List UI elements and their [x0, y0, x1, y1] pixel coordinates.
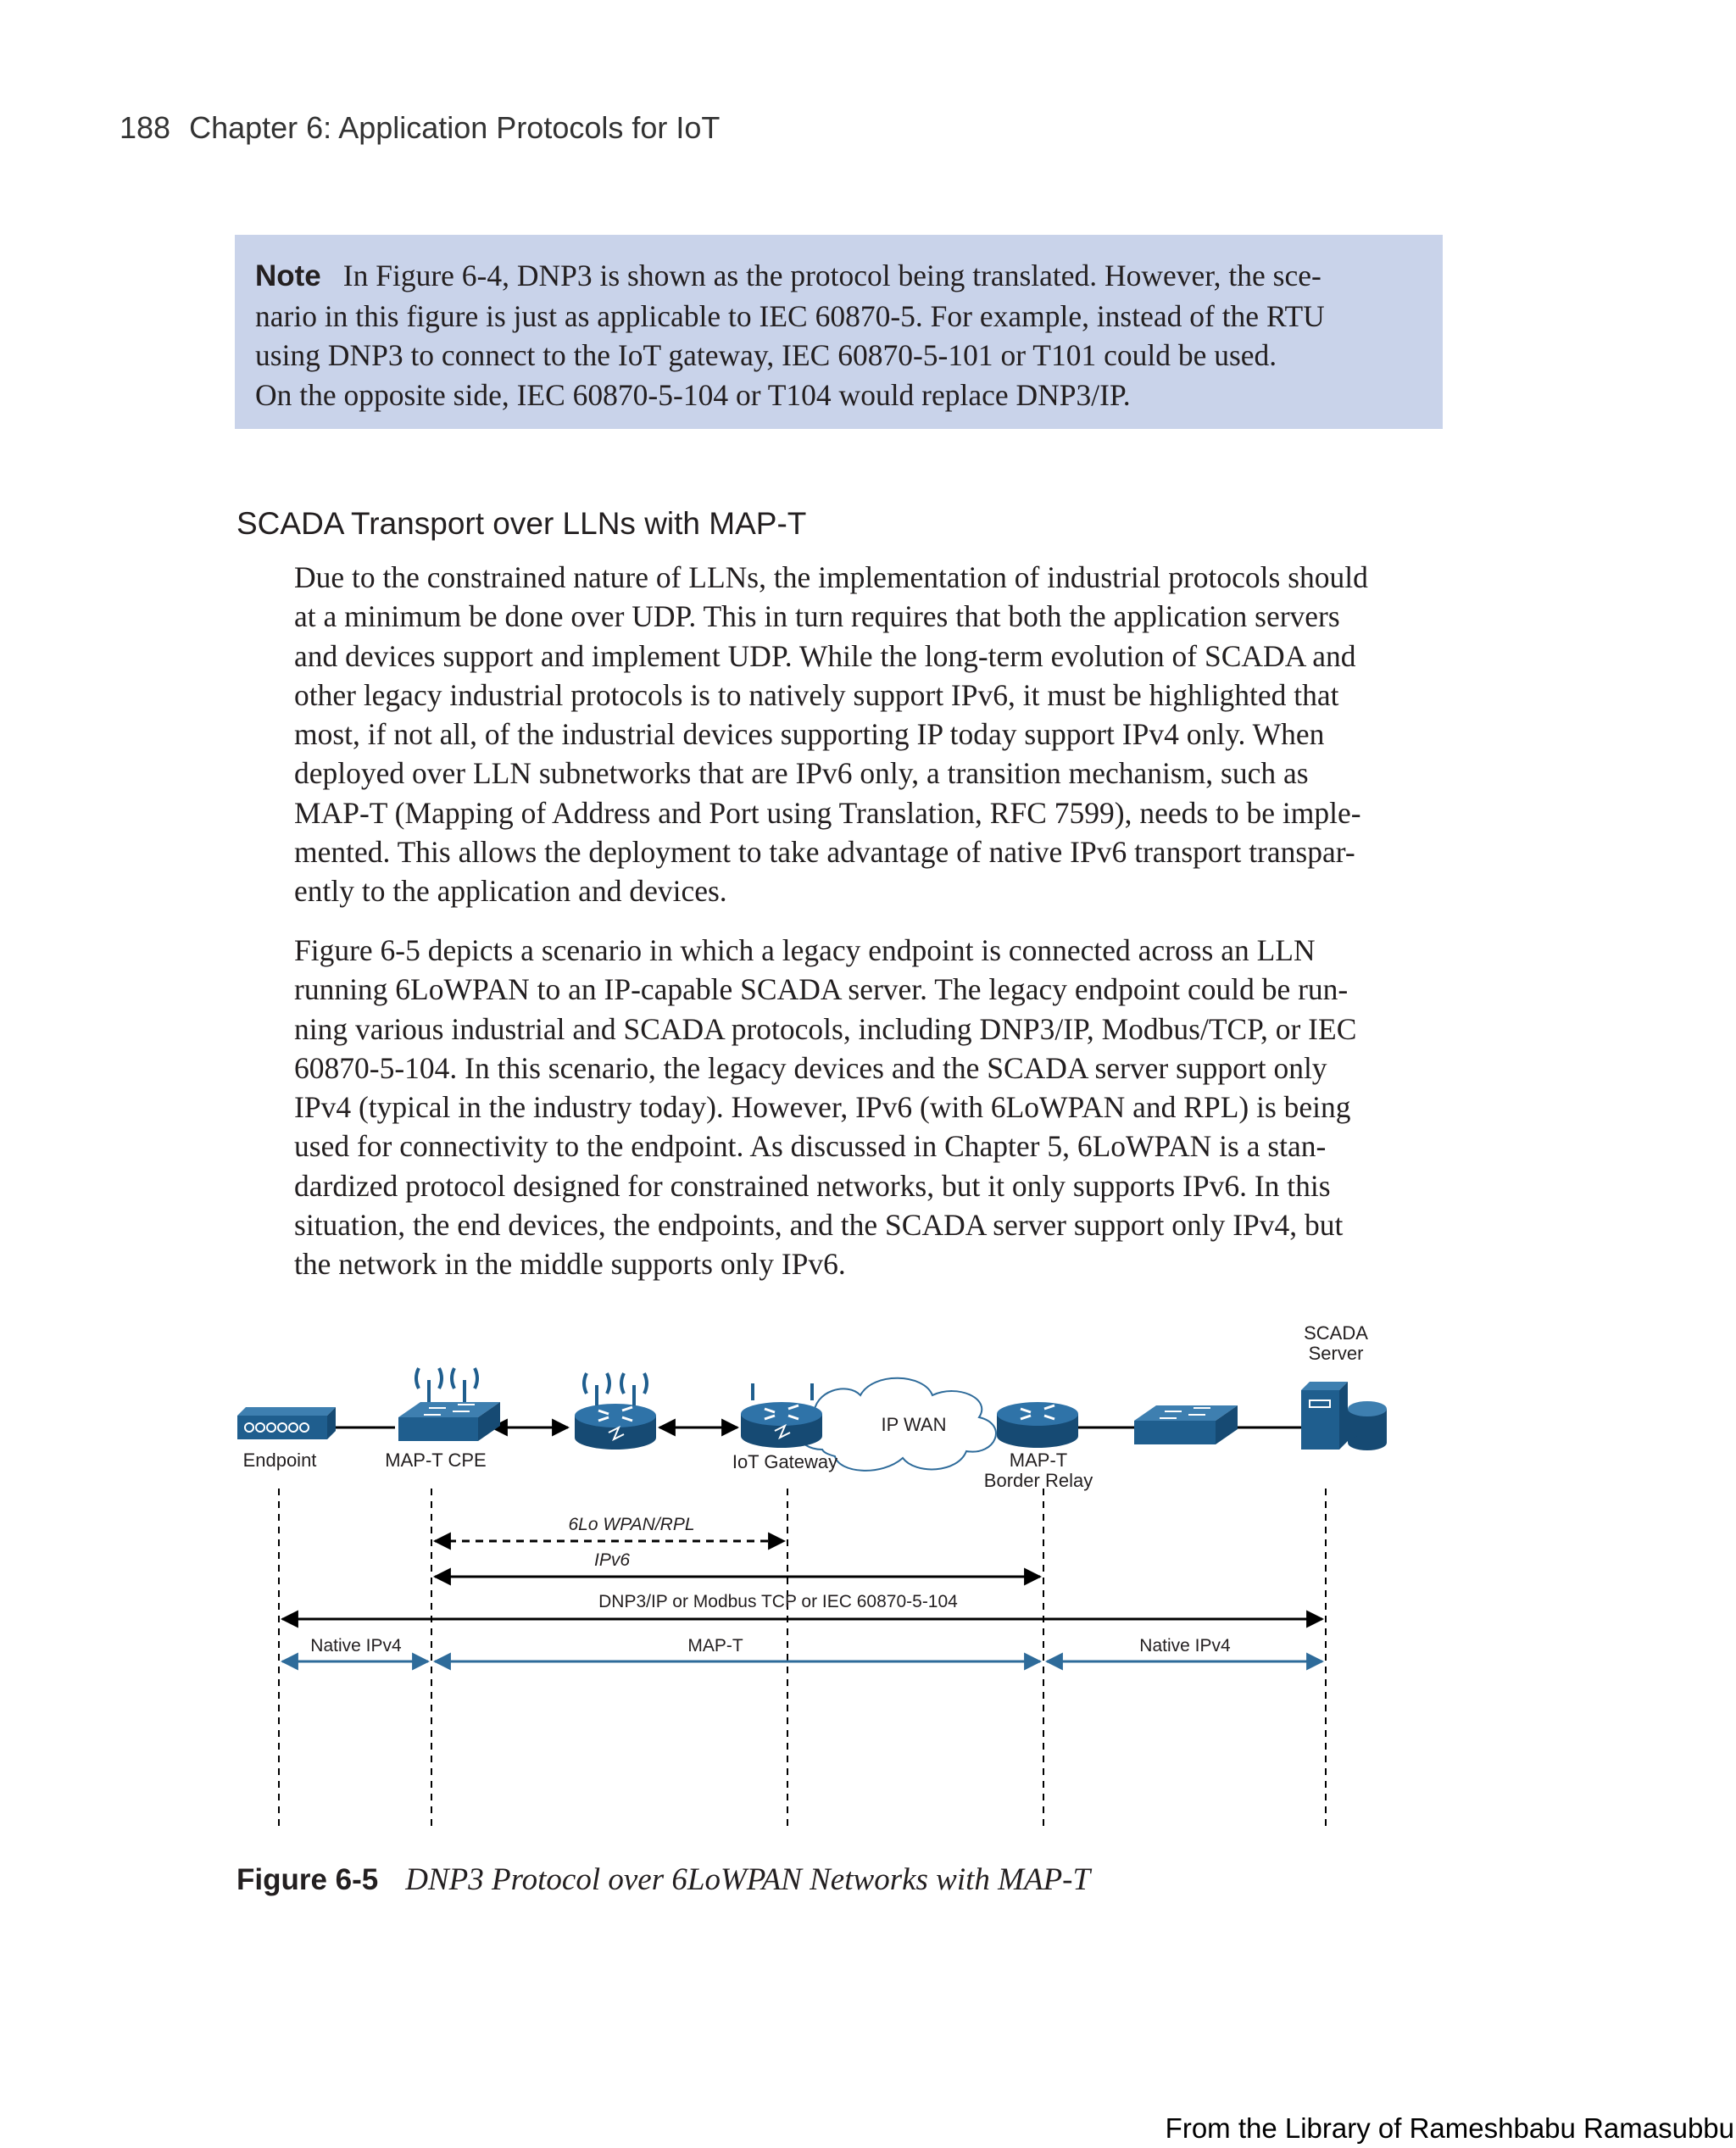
body-paragraph — [294, 558, 1447, 911]
paragraph-line: 60870-5-104. In this scenario, the legacy devices and the SCADA server support only — [294, 1050, 1327, 1085]
paragraph-line: the network in the middle supports only IPv6. — [294, 1247, 846, 1282]
paragraph-line: ning various industrial and SCADA protocols, including DNP3/IP, Modbus/TCP, or IEC — [294, 1011, 1357, 1046]
iot-gateway-icon — [741, 1383, 822, 1448]
figure-caption-text: DNP3 Protocol over 6LoWPAN Networks with MAP-T — [405, 1862, 1091, 1897]
paragraph-line: Figure 6-5 depicts a scenario in which a legacy endpoint is connected across an LLN — [294, 933, 1316, 967]
border-relay-label-2: Border Relay — [983, 1470, 1093, 1491]
paragraph-line: dardized protocol designed for constrained networks, but it only supports IPv6. In this — [294, 1168, 1331, 1203]
paragraph-line: used for connectivity to the endpoint. As discussed in Chapter 5, 6LoWPAN is a stan- — [294, 1129, 1327, 1164]
scada-label-1: SCADA — [1304, 1322, 1368, 1344]
network-diagram — [229, 1322, 1416, 1848]
paragraph-line: running 6LoWPAN to an IP-capable SCADA server. The legacy endpoint could be run- — [294, 972, 1349, 1007]
page-number: 188 — [120, 110, 171, 145]
library-footer: From the Library of Rameshbabu Ramasubbu — [1165, 2112, 1734, 2144]
mesh-router-icon — [575, 1373, 656, 1450]
iot-gateway-label: IoT Gateway — [732, 1451, 838, 1472]
span-native-ipv4-right-label: Native IPv4 — [1139, 1636, 1231, 1656]
note-line: using DNP3 to connect to the IoT gateway, IEC 60870-5-101 or T101 could be used. — [255, 338, 1277, 372]
note-line: nario in this figure is just as applicable to IEC 60870-5. For example, instead of the RTU — [255, 298, 1325, 333]
running-head — [120, 110, 720, 146]
paragraph-line: Due to the constrained nature of LLNs, the implementation of industrial protocols should — [294, 560, 1368, 594]
figure-caption — [236, 1861, 1090, 1898]
paragraph-line: situation, the end devices, the endpoints, and the SCADA server support only IPv4, but — [294, 1208, 1344, 1243]
note-text: In Figure 6-4, DNP3 is shown as the protocol being translated. However, the sce- — [342, 259, 1321, 292]
endpoint-label: Endpoint — [242, 1450, 317, 1471]
section-heading: SCADA Transport over LLNs with MAP-T — [236, 506, 807, 541]
paragraph-line: and devices support and implement UDP. While the long-term evolution of SCADA and — [294, 638, 1356, 673]
ip-wan-label: IP WAN — [881, 1414, 947, 1435]
paragraph-line: mented. This allows the deployment to take advantage of native IPv6 transport transpar- — [294, 835, 1355, 870]
paragraph-line: IPv4 (typical in the industry today). However, IPv6 (with 6LoWPAN and RPL) is being — [294, 1090, 1351, 1125]
chapter-title: Chapter 6: Application Protocols for IoT — [189, 110, 721, 145]
paragraph-line: most, if not all, of the industrial devices supporting IP today support IPv4 only. When — [294, 717, 1325, 752]
paragraph-line: deployed over LLN subnetworks that are IPv6 only, a transition mechanism, such as — [294, 756, 1309, 791]
border-relay-label-1: MAP-T — [1009, 1450, 1068, 1471]
paragraph-line: MAP-T (Mapping of Address and Port using Translation, RFC 7599), needs to be imple- — [294, 795, 1361, 830]
note-label: Note — [255, 259, 321, 292]
note-box — [235, 235, 1443, 429]
paragraph-line: ently to the application and devices. — [294, 874, 727, 909]
span-map-t-label: MAP-T — [687, 1636, 743, 1656]
endpoint-device-icon — [237, 1407, 336, 1439]
figure-caption-label: Figure 6-5 — [236, 1863, 379, 1896]
span-native-ipv4-left-label: Native IPv4 — [310, 1636, 402, 1656]
switch-icon — [1134, 1405, 1238, 1444]
note-line: On the opposite side, IEC 60870-5-104 or T104 would replace DNP3/IP. — [255, 377, 1131, 412]
body-paragraph — [294, 931, 1447, 1284]
paragraph-line: other legacy industrial protocols is to natively support IPv6, it must be highlighted that — [294, 677, 1339, 712]
border-relay-icon — [997, 1402, 1078, 1448]
scada-label-2: Server — [1308, 1343, 1364, 1364]
span-ipv6-label: IPv6 — [593, 1550, 631, 1570]
map-t-cpe-label: MAP-T CPE — [385, 1450, 487, 1471]
network-figure — [229, 1322, 1416, 1848]
note-line — [255, 256, 1422, 297]
paragraph-line: at a minimum be done over UDP. This in turn requires that both the application servers — [294, 599, 1340, 634]
map-t-cpe-icon — [398, 1368, 500, 1441]
span-dnp3-label: DNP3/IP or Modbus TCP or IEC 60870-5-104 — [598, 1592, 958, 1611]
span-lowpan-label: 6Lo WPAN/RPL — [568, 1515, 695, 1534]
scada-server-icon — [1301, 1382, 1387, 1450]
